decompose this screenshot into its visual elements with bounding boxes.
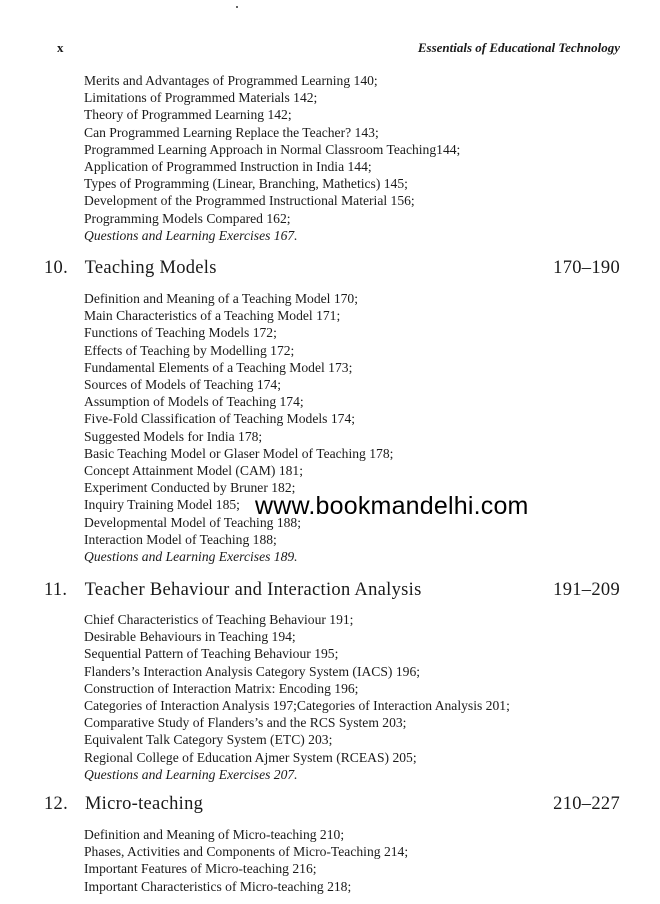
list-item: Categories of Interaction Analysis 197;Categories of Interaction Analysis 201; bbox=[84, 698, 510, 714]
list-item: Programming Models Compared 162; bbox=[84, 210, 291, 226]
chapter-heading-11 bbox=[44, 580, 620, 604]
page-folio: x bbox=[57, 40, 64, 55]
list-item: Fundamental Elements of a Teaching Model 173; bbox=[84, 359, 353, 375]
list-item: Equivalent Talk Category System (ETC) 203; bbox=[84, 732, 333, 748]
chapter-title: Micro-teaching bbox=[84, 794, 204, 814]
exercise-item: Questions and Learning Exercises 189. bbox=[84, 549, 298, 565]
list-item: Development of the Programmed Instructional Material 156; bbox=[84, 193, 415, 209]
chapter-heading-12 bbox=[44, 794, 620, 818]
list-item: Regional College of Education Ajmer System (RCEAS) 205; bbox=[84, 749, 417, 765]
list-item: Construction of Interaction Matrix: Encoding 196; bbox=[84, 680, 359, 696]
list-item: Basic Teaching Model or Glaser Model of Teaching 178; bbox=[84, 445, 394, 461]
list-item: Definition and Meaning of Micro-teaching 210; bbox=[84, 827, 345, 842]
chapter-title-group bbox=[44, 580, 422, 601]
chapter-heading-10 bbox=[44, 258, 620, 282]
chapter-10-list bbox=[84, 290, 393, 565]
running-title: Essentials of Educational Technology bbox=[417, 40, 620, 55]
list-item: Limitations of Programmed Materials 142; bbox=[84, 90, 318, 106]
chapter-title: Teacher Behaviour and Interaction Analysis bbox=[84, 580, 422, 600]
list-item: Definition and Meaning of a Teaching Model 170; bbox=[84, 291, 359, 306]
list-item: Main Characteristics of a Teaching Model 171; bbox=[84, 308, 341, 324]
list-item: Important Characteristics of Micro-teaching 218; bbox=[84, 878, 352, 894]
chapter-title-group bbox=[44, 794, 203, 815]
list-item: Sources of Models of Teaching 174; bbox=[84, 377, 282, 393]
list-item: Concept Attainment Model (CAM) 181; bbox=[84, 463, 303, 479]
list-item: Effects of Teaching by Modelling 172; bbox=[84, 342, 295, 358]
list-item: Chief Characteristics of Teaching Behaviour 191; bbox=[84, 612, 354, 627]
chapter-12-list bbox=[84, 826, 408, 895]
list-item: Theory of Programmed Learning 142; bbox=[84, 107, 292, 123]
chapter-pages: 170–190 bbox=[553, 258, 620, 278]
watermark-url: www.bookmandelhi.com bbox=[255, 492, 529, 520]
list-item: Desirable Behaviours in Teaching 194; bbox=[84, 629, 296, 645]
exercise-item: Questions and Learning Exercises 167. bbox=[84, 227, 298, 243]
chapter-number: 10. bbox=[44, 258, 69, 278]
list-item: Inquiry Training Model 185; bbox=[84, 497, 240, 513]
list-item: Five-Fold Classification of Teaching Models 174; bbox=[84, 411, 356, 427]
list-item: Functions of Teaching Models 172; bbox=[84, 325, 277, 341]
exercise-item: Questions and Learning Exercises 207. bbox=[84, 766, 298, 782]
chapter-title-group bbox=[44, 258, 217, 279]
chapter-pages: 191–209 bbox=[553, 580, 620, 600]
list-item: Types of Programming (Linear, Branching, Mathetics) 145; bbox=[84, 176, 408, 192]
list-item: Suggested Models for India 178; bbox=[84, 428, 263, 444]
list-item: Sequential Pattern of Teaching Behaviour 195; bbox=[84, 646, 339, 662]
stray-dot bbox=[236, 6, 238, 8]
list-item: Merits and Advantages of Programmed Learning 140; bbox=[84, 73, 378, 88]
list-item: Application of Programmed Instruction in India 144; bbox=[84, 159, 372, 175]
list-item: Phases, Activities and Components of Micro-Teaching 214; bbox=[84, 844, 409, 860]
section-top-list bbox=[84, 72, 460, 244]
list-item: Can Programmed Learning Replace the Teacher? 143; bbox=[84, 124, 379, 140]
list-item: Programmed Learning Approach in Normal Classroom Teaching144; bbox=[84, 141, 461, 157]
list-item: Interaction Model of Teaching 188; bbox=[84, 531, 277, 547]
list-item: Developmental Model of Teaching 188; bbox=[84, 514, 301, 530]
chapter-11-list bbox=[84, 611, 510, 783]
list-item: Experiment Conducted by Bruner 182; bbox=[84, 480, 296, 496]
list-item: Comparative Study of Flanders’s and the RCS System 203; bbox=[84, 715, 407, 731]
list-item: Flanders’s Interaction Analysis Category System (IACS) 196; bbox=[84, 663, 421, 679]
chapter-number: 11. bbox=[44, 580, 68, 600]
list-item: Assumption of Models of Teaching 174; bbox=[84, 394, 304, 410]
chapter-number: 12. bbox=[44, 794, 69, 814]
chapter-pages: 210–227 bbox=[553, 794, 620, 814]
list-item: Important Features of Micro-teaching 216; bbox=[84, 861, 317, 877]
chapter-title: Teaching Models bbox=[84, 258, 217, 278]
